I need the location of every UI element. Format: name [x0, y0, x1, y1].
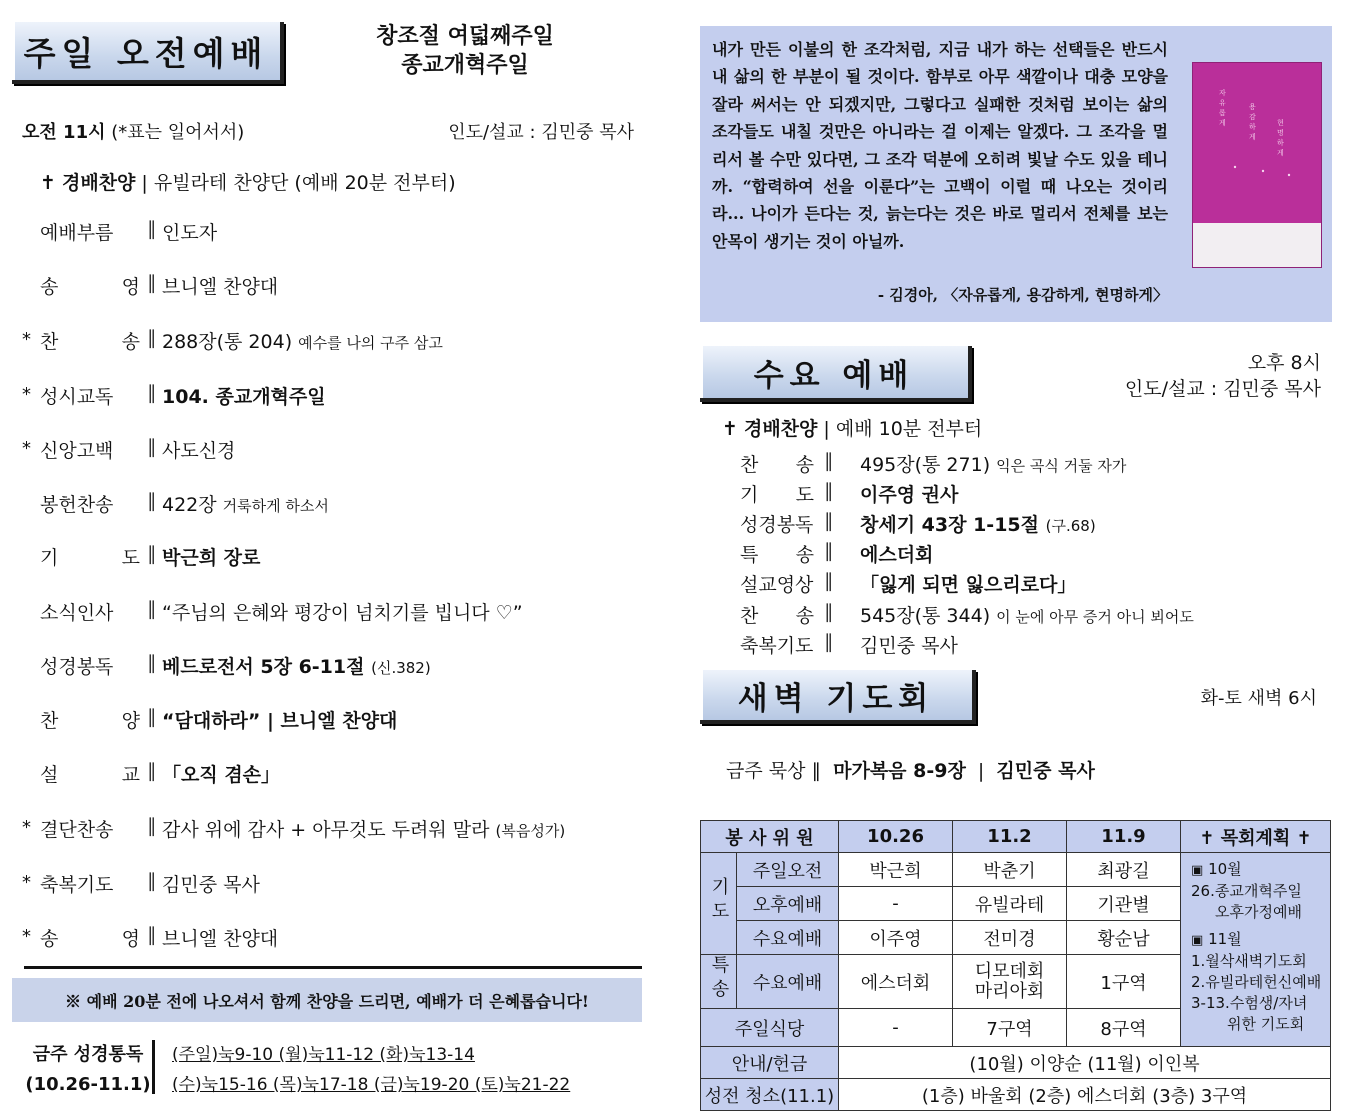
order-value: [162, 272, 278, 299]
order-label: 기 도: [40, 547, 140, 569]
separator: ∥: [147, 543, 157, 565]
group-special-label: [701, 955, 737, 1009]
order-value: [162, 218, 217, 245]
order-item: [22, 706, 634, 734]
order-value: [162, 760, 280, 787]
standing-mark: *: [22, 329, 31, 350]
order-value: [162, 543, 260, 570]
order-label: 찬 송: [740, 454, 814, 476]
separator: ∥: [147, 490, 157, 512]
standing-mark: *: [22, 817, 31, 838]
svg-text:현: 현: [1277, 119, 1284, 127]
order-value-text: 422장: [162, 494, 217, 516]
praise-text: 유빌라테 찬양단 (예배 20분 전부터): [153, 172, 456, 194]
table-cell: 기관별: [1067, 887, 1181, 921]
plan-item: 2.유빌라테헌신예배: [1191, 973, 1322, 991]
date-header: 11.2: [953, 821, 1067, 853]
order-value-text: 에스더회: [860, 544, 934, 566]
wednesday-info: [1125, 350, 1321, 402]
order-value-text: 브니엘 찬양대: [162, 928, 279, 950]
order-value: [162, 815, 565, 842]
quote-text: 내가 만든 이불의 한 조각처럼, 지금 내가 하는 선택들은 반드시 내 삶의 한 부분이 될 것이다. 함부로 아무 색깔이나 대충 모양을 잘라 써서는 안 되겠지만, 그렇다고 실패한 것처럼 보이는 삶의 조각들도 내칠 것만은 아니라는 걸 이제는 알겠다. 그 조각을 멀리서 볼 수만 있다면, 그 조각 덕분에 오히려 빛날 수도 있을 테니까. “합력하여 선을 이룬다”는 고백이 이럴 때 나오는 것이리라... 나이가 든다는 것, 늙는다는 것은 바로 멀리서 전체를 보는 안목이 생기는 것이 아닐까.: [712, 40, 1168, 251]
order-label: 신앙고백: [40, 440, 114, 462]
order-value: [860, 510, 1096, 537]
order-value-text: 104. 종교개혁주일: [162, 386, 326, 408]
dawn-prayer-time: 화-토 새벽 6시: [1200, 688, 1317, 709]
separator: ∥: [147, 436, 157, 458]
wednesday-item: [740, 450, 1320, 476]
order-label: 찬 송: [740, 605, 814, 627]
order-value-text: 사도신경: [162, 440, 236, 462]
order-item: [22, 382, 634, 410]
order-label: 축복기도: [740, 635, 814, 657]
bible-reading-section: [24, 1036, 644, 1098]
separator: ∥: [147, 815, 157, 837]
service-duty-table: [700, 820, 1331, 1111]
table-cell: 1구역: [1067, 955, 1181, 1009]
standing-mark: *: [22, 438, 31, 459]
order-value: [162, 382, 326, 409]
table-cell: 전미경: [953, 921, 1067, 955]
order-label: 설교영상: [740, 574, 814, 596]
plan-header: ✝ 목회계획 ✝: [1181, 821, 1331, 853]
order-value: [860, 540, 933, 567]
group-prayer-text: 기도: [708, 877, 730, 925]
quote-source: - 김경아, 〈자유롭게, 용감하게, 현명하게〉: [877, 286, 1168, 304]
order-note: (구.68): [1045, 517, 1096, 535]
service-info: [22, 118, 634, 142]
separator: ∥: [147, 652, 157, 674]
order-note: (신.382): [371, 659, 431, 677]
order-value: [162, 436, 235, 463]
order-value: [860, 570, 1076, 597]
bible-reading-line-2: (수)눅15-16 (목)눅17-18 (금)눅19-20 (토)눅21-22: [172, 1075, 571, 1095]
separator: ∥: [824, 631, 834, 653]
order-item: [22, 598, 634, 626]
separator-bar: |: [977, 760, 985, 782]
wednesday-time: 오후 8시: [1247, 352, 1321, 374]
table-cell: 디모데회 마리아회: [953, 955, 1067, 1009]
order-value: [162, 327, 443, 354]
table-cell: 유빌라테: [953, 887, 1067, 921]
group-prayer-label: [701, 853, 737, 955]
order-label: 성경봉독: [40, 656, 114, 678]
row-label: 성전 청소(11.1): [701, 1079, 839, 1111]
plan-item: 오후가정예배: [1215, 903, 1302, 921]
svg-text:명: 명: [1277, 129, 1284, 137]
wednesday-item: [740, 510, 1320, 536]
notice-banner: ※ 예배 20분 전에 나오셔서 함께 찬양을 드리면, 예배가 더 은혜롭습니다!: [12, 978, 642, 1022]
table-cell: 박춘기: [953, 853, 1067, 887]
pastoral-plan: [1181, 853, 1331, 1047]
separator: ∥: [824, 510, 834, 532]
order-value: [860, 601, 1194, 628]
wednesday-praise-text: 예배 10분 전부터: [835, 418, 983, 440]
separator: ∥: [811, 760, 822, 782]
header-subtitle: [355, 22, 575, 80]
separator: ∥: [824, 480, 834, 502]
separator: ∥: [824, 601, 834, 623]
table-cell: -: [839, 887, 953, 921]
order-label: 봉헌찬송: [40, 494, 114, 516]
order-value-text: 「잃게 되면 잃으리로다」: [860, 574, 1077, 596]
praise-label: 경배찬양: [61, 172, 136, 194]
dawn-prayer-title: 새벽 기도회: [700, 670, 976, 724]
plan-item: 위한 기도회: [1227, 1015, 1305, 1033]
page-title: 주일 오전예배: [12, 22, 284, 84]
order-label: 송 영: [40, 928, 140, 950]
svg-text:용: 용: [1249, 103, 1256, 111]
bible-reading-heading: 금주 성경통독: [32, 1044, 144, 1065]
wednesday-item: [740, 631, 1320, 657]
order-item: [22, 327, 634, 355]
table-header: 봉 사 위 원: [701, 821, 839, 853]
order-value-text: 감사 위에 감사 + 아무것도 두려워 말라: [162, 819, 490, 841]
bible-reading-line-1: (주일)눅9-10 (월)눅11-12 (화)눅13-14: [172, 1045, 475, 1065]
order-value-text: 김민중 목사: [860, 635, 958, 657]
row-label: 수요예배: [737, 955, 839, 1009]
order-note: (복음성가): [495, 822, 566, 840]
subtitle-line-2: 종교개혁주일: [401, 53, 529, 78]
order-item: [22, 760, 634, 788]
standing-note: (*표는 일어서서): [111, 122, 245, 143]
wednesday-praise-row: ✝ 경배찬양 | 예배 10분 전부터: [722, 418, 983, 440]
order-label: 결단찬송: [40, 819, 114, 841]
subtitle-line-1: 창조절 여덟째주일: [376, 24, 554, 49]
table-cell: 황순남: [1067, 921, 1181, 955]
order-label: 특 송: [740, 544, 814, 566]
square-bullet-icon: ▣: [1191, 933, 1204, 948]
bible-reading-period: (10.26-11.1): [25, 1074, 151, 1095]
order-label: 성시교독: [40, 386, 114, 408]
order-value: [860, 631, 958, 658]
order-label: 성경봉독: [740, 514, 814, 536]
order-value-text: 김민중 목사: [162, 874, 260, 896]
table-cell: 8구역: [1067, 1009, 1181, 1047]
table-cell: -: [839, 1009, 953, 1047]
order-item: [22, 543, 634, 571]
separator: ∥: [147, 760, 157, 782]
quote-box: [700, 26, 1332, 322]
order-label: 축복기도: [40, 874, 114, 896]
svg-text:유: 유: [1219, 99, 1226, 107]
order-value-text: “주님의 은혜와 평강이 넘치기를 빕니다 ♡”: [162, 602, 523, 624]
order-label: 기 도: [740, 484, 814, 506]
row-label: 안내/헌금: [701, 1047, 839, 1079]
separator: ∥: [147, 870, 157, 892]
table-cell: (10월) 이양순 (11월) 이인복: [839, 1047, 1331, 1079]
dawn-leader: 김민중 목사: [996, 760, 1095, 782]
divider: [152, 1040, 155, 1094]
row-label: 주일오전: [737, 853, 839, 887]
order-label: 송 영: [40, 276, 140, 298]
date-header: 10.26: [839, 821, 953, 853]
dawn-meditation-row: [726, 756, 1095, 783]
standing-mark: *: [22, 926, 31, 947]
order-value-text: 이주영 권사: [860, 484, 959, 506]
table-cell: 에스더회: [839, 955, 953, 1009]
order-note: 이 눈에 아무 증거 아니 뵈어도: [996, 608, 1194, 626]
order-note: 거룩하게 하소서: [222, 497, 329, 515]
date-header: 11.9: [1067, 821, 1181, 853]
plan-item: 1.월삭새벽기도회: [1191, 952, 1307, 970]
divider: [24, 966, 642, 969]
row-label: 수요예배: [737, 921, 839, 955]
svg-text:감: 감: [1249, 113, 1256, 121]
square-bullet-icon: ▣: [1191, 863, 1204, 878]
order-value-text: “담대하라” | 브니엘 찬양대: [162, 710, 398, 732]
separator: ∥: [147, 706, 157, 728]
book-cover-image: [1192, 62, 1322, 268]
order-value: [162, 706, 397, 733]
wednesday-leader: 인도/설교 : 김민중 목사: [1124, 378, 1321, 400]
order-item: [22, 870, 634, 898]
order-item: [22, 815, 634, 843]
order-value-text: 「오직 겸손」: [162, 764, 281, 786]
order-value: [162, 924, 278, 951]
order-item: [22, 436, 634, 464]
order-value-text: 베드로전서 5장 6-11절: [162, 656, 365, 678]
order-value-text: 288장(통 204): [162, 331, 293, 353]
order-value: [860, 480, 958, 507]
praise-row: ✝ 경배찬양 | 유빌라테 찬양단 (예배 20분 전부터): [40, 172, 456, 194]
dawn-text: 마가복음 8-9장: [833, 760, 966, 782]
book-cover-art: [1215, 75, 1305, 185]
svg-text:자: 자: [1219, 89, 1226, 97]
row-label: 오후예배: [737, 887, 839, 921]
order-value-text: 창세기 43장 1-15절: [860, 514, 1039, 536]
standing-mark: *: [22, 384, 31, 405]
order-value: [162, 870, 260, 897]
plan-item: 26.종교개혁주일: [1191, 882, 1302, 900]
order-label: 예배부름: [40, 222, 114, 244]
table-cell: 최광길: [1067, 853, 1181, 887]
table-cell: 7구역: [953, 1009, 1067, 1047]
order-note: 예수를 나의 구주 삼고: [298, 334, 443, 352]
order-item: [22, 272, 634, 300]
order-value-text: 545장(통 344): [860, 605, 991, 627]
svg-text:게: 게: [1219, 119, 1226, 127]
table-cell: 박근희: [839, 853, 953, 887]
order-value: [860, 450, 1126, 477]
plan-october: 10월: [1208, 860, 1242, 878]
order-value-text: 인도자: [162, 222, 218, 244]
service-leader: 인도/설교 : 김민중 목사: [448, 122, 634, 143]
order-value-text: 박근희 장로: [162, 547, 261, 569]
separator: ∥: [147, 382, 157, 404]
separator: ∥: [147, 272, 157, 294]
order-item: [22, 218, 634, 246]
plan-november: 11월: [1208, 930, 1242, 948]
order-label: 소식인사: [40, 602, 114, 624]
order-value: [162, 490, 329, 517]
separator: ∥: [824, 540, 834, 562]
wednesday-praise-label: 경배찬양: [743, 418, 818, 440]
separator: ∥: [147, 924, 157, 946]
wednesday-item: [740, 480, 1320, 506]
wednesday-item: [740, 570, 1320, 596]
table-cell: (1층) 바울회 (2층) 에스더회 (3층) 3구역: [839, 1079, 1331, 1111]
order-label: 설 교: [40, 764, 140, 786]
svg-text:게: 게: [1277, 149, 1284, 157]
svg-text:하: 하: [1277, 139, 1284, 147]
order-value: [162, 598, 523, 625]
order-value-text: 495장(통 271): [860, 454, 991, 476]
plan-item: 3-13.수험생/자녀: [1191, 994, 1308, 1012]
cross-icon: ✝: [722, 418, 738, 440]
order-value: [162, 652, 431, 679]
order-item: [22, 924, 634, 952]
order-note: 익은 곡식 거둘 자가: [996, 457, 1127, 475]
bible-reading-title: [24, 1040, 152, 1100]
order-item: [22, 652, 634, 680]
wednesday-title: 수요 예배: [700, 346, 972, 402]
separator: ∥: [147, 218, 157, 240]
order-label: 찬 송: [40, 331, 140, 353]
separator: ∥: [824, 450, 834, 472]
cross-icon: ✝: [40, 172, 56, 194]
svg-text:롭: 롭: [1219, 109, 1226, 117]
separator: ∥: [824, 570, 834, 592]
wednesday-item: [740, 601, 1320, 627]
svg-text:게: 게: [1249, 133, 1256, 141]
separator: ∥: [147, 598, 157, 620]
standing-mark: *: [22, 872, 31, 893]
dawn-label: 금주 묵상: [726, 760, 806, 782]
row-label: 주일식당: [701, 1009, 839, 1047]
order-item: [22, 490, 634, 518]
wednesday-item: [740, 540, 1320, 566]
table-cell: 이주영: [839, 921, 953, 955]
order-label: 찬 양: [40, 710, 140, 732]
book-cover-band: [1193, 223, 1321, 267]
svg-text:하: 하: [1249, 123, 1256, 131]
group-special-text: 특송: [708, 955, 730, 1003]
service-time: 오전 11시: [22, 122, 106, 143]
separator: ∥: [147, 327, 157, 349]
order-value-text: 브니엘 찬양대: [162, 276, 279, 298]
